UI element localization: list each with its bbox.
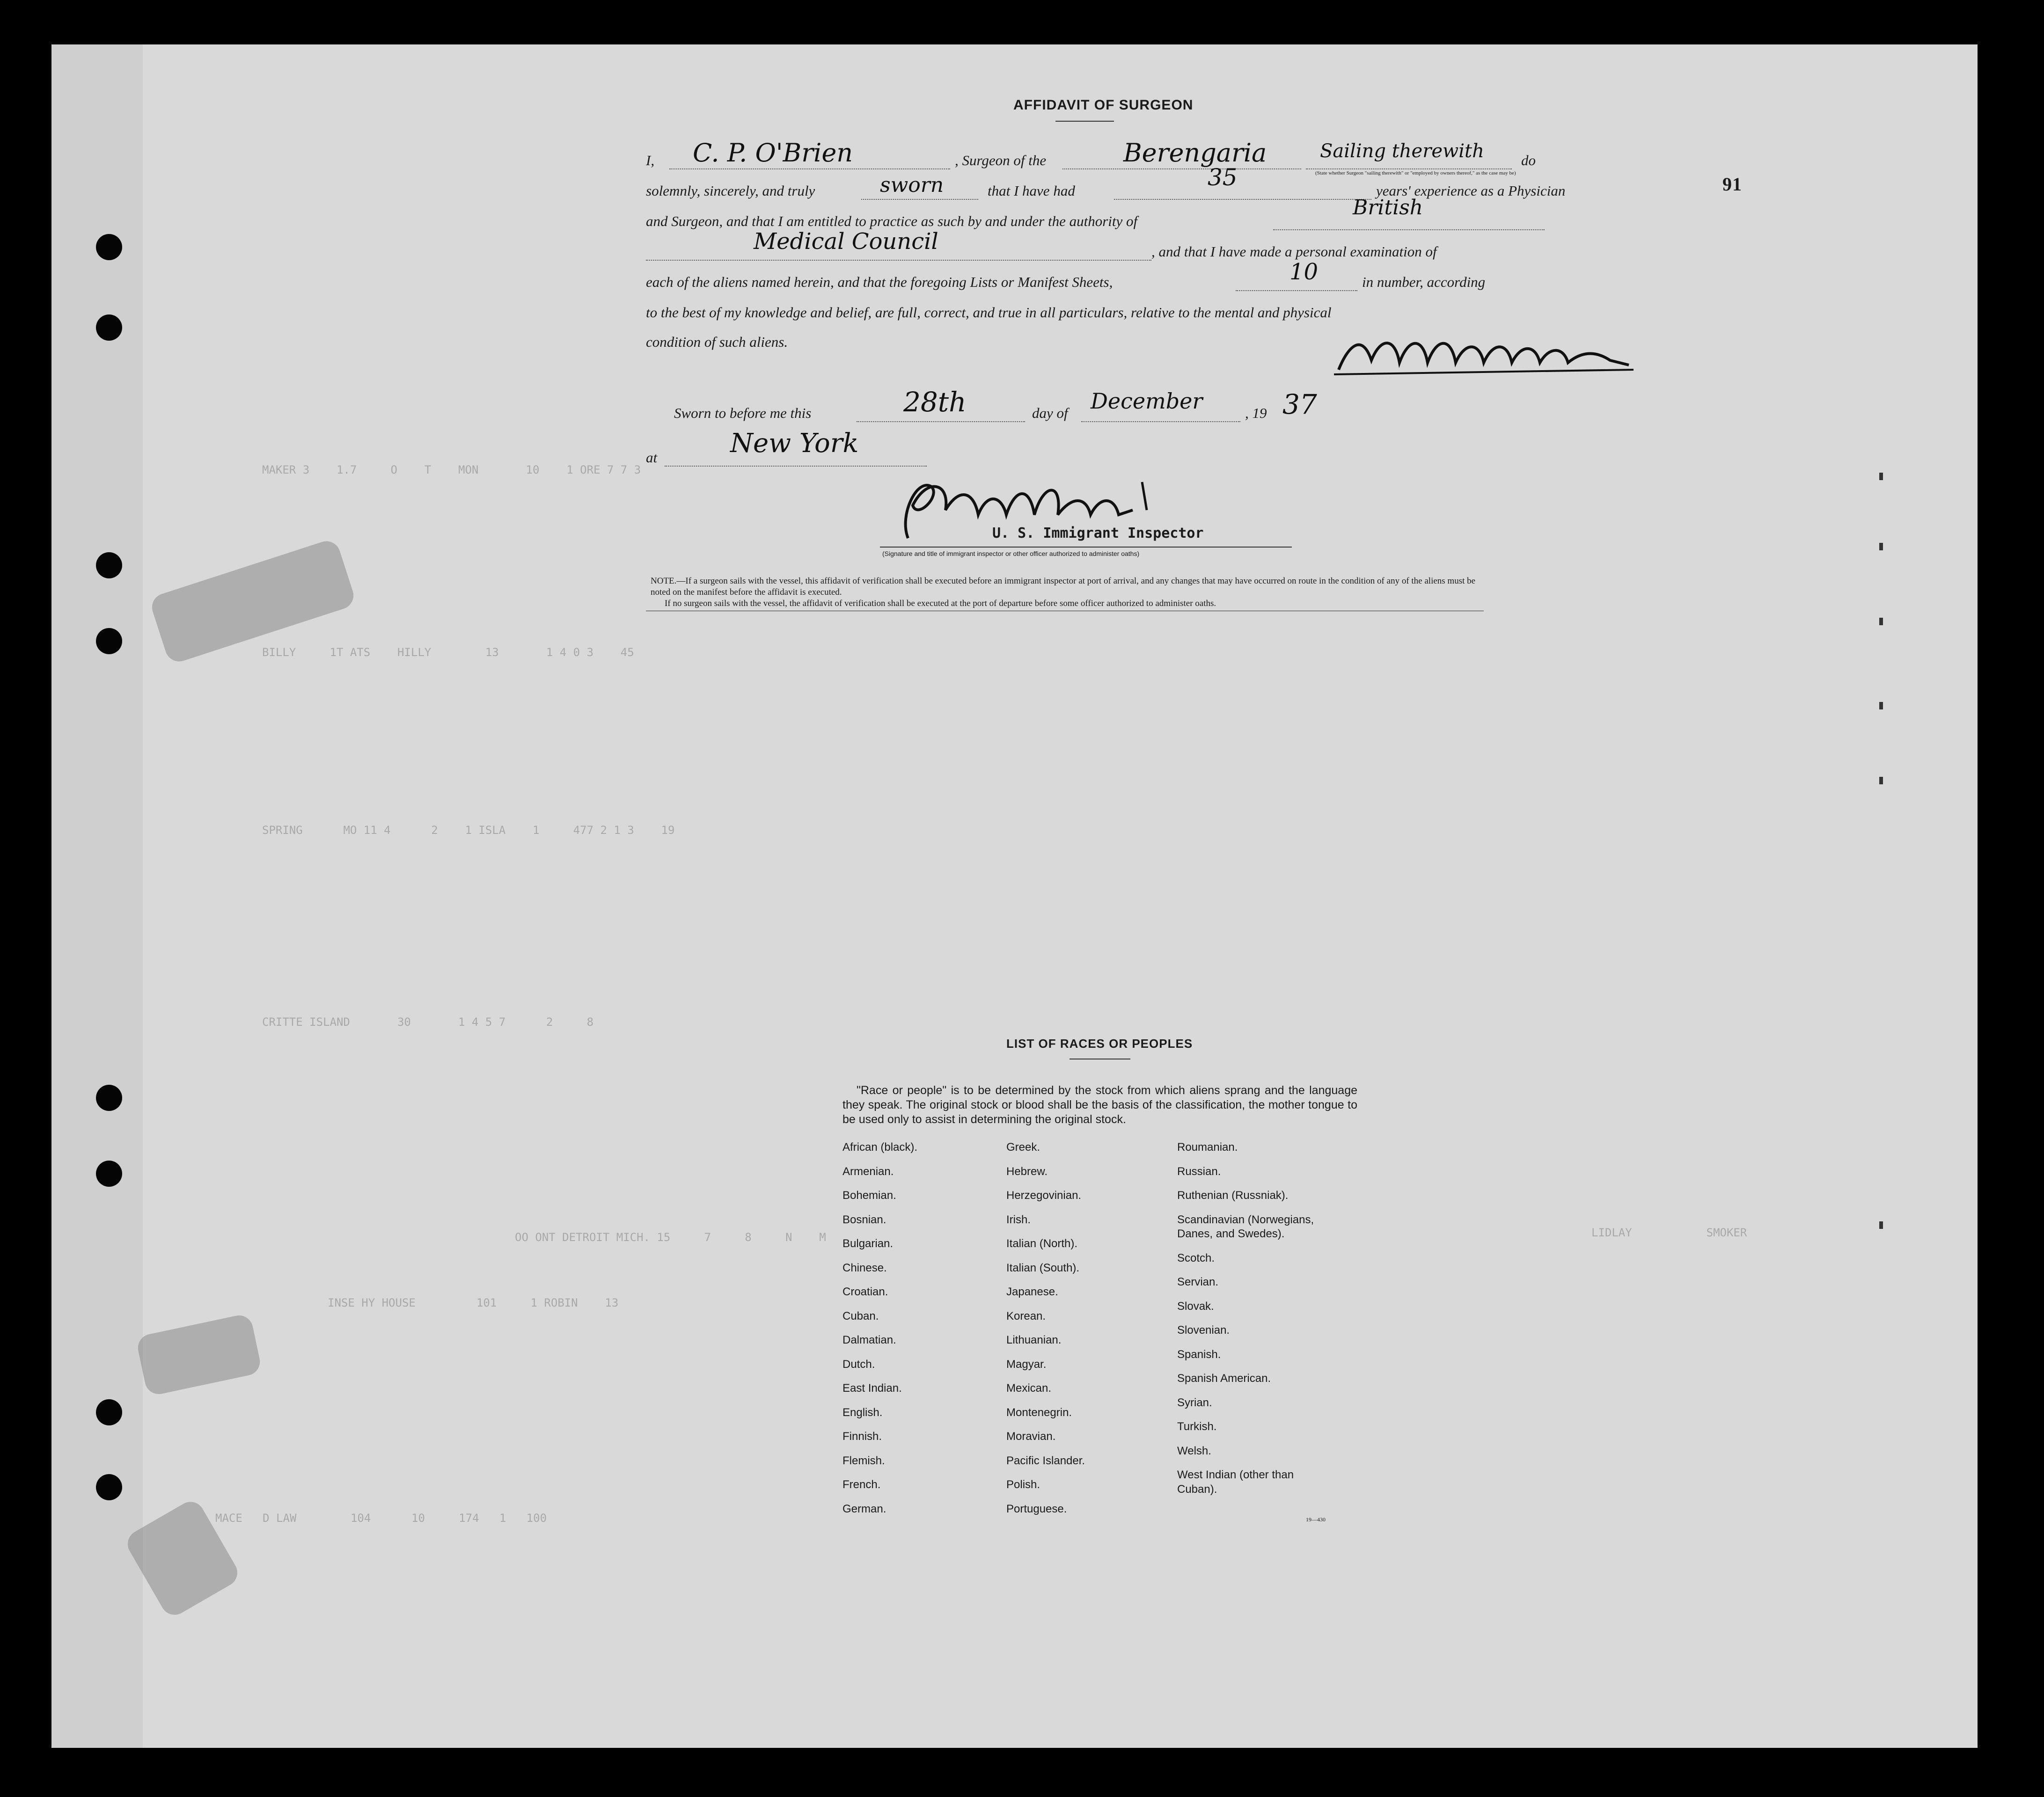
number-text: in number, according	[1362, 274, 1486, 290]
dotted-line	[669, 168, 950, 169]
race-entry: Spanish.	[1177, 1348, 1221, 1361]
race-entry: Bulgarian.	[843, 1237, 894, 1250]
dotted-line	[1114, 199, 1371, 200]
solemnly-text: solemnly, sincerely, and truly	[646, 183, 815, 199]
race-entry: Greek.	[1006, 1141, 1040, 1154]
dotted-line	[1236, 290, 1357, 291]
authority-country: British	[1353, 196, 1423, 219]
race-entry: Flemish.	[843, 1454, 885, 1467]
inspector-caption: (Signature and title of immigrant inspector or other officer authorized to administer oaths)	[882, 550, 1140, 557]
race-entry: Italian (North).	[1006, 1237, 1078, 1250]
signature-rule	[880, 547, 1292, 548]
sailing-status: Sailing therewith	[1320, 140, 1484, 162]
race-entry: Finnish.	[843, 1430, 882, 1443]
binder-hole	[96, 1399, 122, 1425]
race-entry: Herzegovinian.	[1006, 1189, 1082, 1202]
race-entry: French.	[843, 1478, 881, 1491]
race-entry: Welsh.	[1177, 1444, 1211, 1457]
race-entry: Moravian.	[1006, 1430, 1056, 1443]
sworn-month: December	[1091, 388, 1203, 414]
note-label: NOTE.	[651, 576, 677, 586]
dotted-line	[1273, 229, 1545, 230]
race-entry: German.	[843, 1502, 886, 1515]
race-entry: Chinese.	[843, 1261, 887, 1274]
race-entry: Scotch.	[1177, 1251, 1215, 1264]
binder-hole	[96, 1474, 122, 1500]
race-entry: Italian (South).	[1006, 1261, 1080, 1274]
authority-text: and Surgeon, and that I am entitled to practice as such by and under the authority of	[646, 213, 1138, 229]
binder-hole	[96, 1161, 122, 1187]
sailing-caption: (State whether Surgeon "sailing therewith" or "employed by owners thereof," as the case may be)	[1315, 170, 1516, 176]
affidavit-i: I,	[646, 152, 655, 168]
sworn-place: New York	[730, 428, 859, 459]
race-entry: Dutch.	[843, 1358, 875, 1371]
dotted-line	[857, 421, 1025, 422]
binder-hole	[96, 628, 122, 654]
belief-text: to the best of my knowledge and belief, are full, correct, and true in all particulars, relative to the mental and physical	[646, 304, 1332, 321]
races-title: LIST OF RACES OR PEOPLES	[1006, 1037, 1193, 1051]
race-entry: Roumanian.	[1177, 1141, 1238, 1154]
had-text: that I have had	[988, 183, 1075, 199]
race-entry: Cuban).	[1177, 1483, 1217, 1496]
note-text: —If a surgeon sails with the vessel, this affidavit of verification shall be executed before an immigrant inspector at port of arrival, and any changes that may have occurred on route in the condition of any of the aliens must be noted on the manifest before the affidavit is executed.	[651, 576, 1476, 597]
manifest-text: each of the aliens named herein, and that the foregoing Lists or Manifest Sheets,	[646, 274, 1113, 290]
affidavit-note	[651, 576, 1484, 609]
race-entry: Japanese.	[1006, 1286, 1058, 1298]
day-of-text: day of	[1032, 405, 1068, 421]
surgeon-signature	[1329, 318, 1638, 379]
at-text: at	[646, 449, 658, 466]
manifest-page	[143, 44, 1978, 1748]
sworn-text: Sworn to before me this	[674, 405, 812, 421]
race-entry: Pacific Islander.	[1006, 1454, 1085, 1467]
dotted-line	[665, 466, 927, 467]
page-number: 91	[1722, 174, 1742, 195]
race-entry: Korean.	[1006, 1309, 1046, 1322]
dotted-line	[646, 260, 1151, 261]
race-entry: English.	[843, 1406, 883, 1419]
race-entry: Bohemian.	[843, 1189, 896, 1202]
race-entry: Portuguese.	[1006, 1502, 1067, 1515]
race-entry: Polish.	[1006, 1478, 1040, 1491]
surgeon-of-label: , Surgeon of the	[955, 152, 1047, 168]
binder-hole	[96, 234, 122, 260]
race-entry: Dalmatian.	[843, 1334, 896, 1346]
do-word: do	[1521, 152, 1536, 168]
ship-name: Berengaria	[1123, 138, 1267, 168]
race-entry: Hebrew.	[1006, 1165, 1048, 1178]
race-entry: Cuban.	[843, 1309, 879, 1322]
examination-text: , and that I have made a personal examination of	[1151, 243, 1437, 260]
sworn-year: 37	[1282, 388, 1317, 420]
binder-hole	[96, 552, 122, 578]
race-entry: Syrian.	[1177, 1396, 1212, 1409]
race-entry: Turkish.	[1177, 1420, 1217, 1433]
form-code: 19—430	[1306, 1516, 1326, 1523]
race-entry: Danes, and Swedes).	[1177, 1227, 1285, 1241]
dotted-line	[861, 199, 978, 200]
race-entry: Slovenian.	[1177, 1324, 1230, 1337]
years-value: 35	[1208, 164, 1238, 191]
race-entry: Croatian.	[843, 1286, 888, 1298]
inspector-title: U. S. Immigrant Inspector	[992, 525, 1204, 541]
race-entry: Servian.	[1177, 1276, 1219, 1289]
race-entry: West Indian (other than	[1177, 1468, 1294, 1482]
years-text: years' experience as a Physician	[1376, 183, 1566, 199]
note-text-2: If no surgeon sails with the vessel, the affidavit of verification shall be executed at the port of departure before some officer authorized to administer oaths.	[665, 599, 1216, 608]
race-entry: East Indian.	[843, 1382, 902, 1395]
oath-word: sworn	[880, 173, 944, 197]
sworn-day: 28th	[903, 386, 967, 418]
race-entry: Slovak.	[1177, 1300, 1214, 1313]
sheet-count: 10	[1289, 259, 1319, 285]
race-entry: African (black).	[843, 1141, 918, 1154]
race-entry: Montenegrin.	[1006, 1406, 1072, 1419]
authority-body: Medical Council	[754, 228, 938, 255]
title-rule	[1055, 121, 1114, 122]
race-entry: Lithuanian.	[1006, 1334, 1062, 1346]
dotted-line	[1062, 168, 1301, 169]
race-entry: Irish.	[1006, 1213, 1031, 1226]
race-entry: Ruthenian (Russniak).	[1177, 1189, 1289, 1202]
races-intro: "Race or people" is to be determined by the stock from which aliens sprang and the language they speak. The original stock or blood shall be the basis of the classification, the mother tongue to be used only to assist in determining the original stock.	[843, 1084, 1357, 1126]
race-entry: Magyar.	[1006, 1358, 1047, 1371]
surgeon-name: C. P. O'Brien	[693, 138, 853, 168]
dotted-line	[1081, 421, 1240, 422]
binder-hole	[96, 1085, 122, 1111]
dotted-line	[1306, 168, 1512, 169]
race-entry: Armenian.	[843, 1165, 894, 1178]
race-entry: Scandinavian (Norwegians,	[1177, 1213, 1314, 1226]
race-entry: Russian.	[1177, 1165, 1221, 1178]
condition-text: condition of such aliens.	[646, 334, 788, 350]
year-prefix: , 19	[1245, 405, 1267, 421]
race-entry: Bosnian.	[843, 1213, 886, 1226]
race-entry: Spanish American.	[1177, 1372, 1271, 1385]
affidavit-title: AFFIDAVIT OF SURGEON	[1013, 97, 1194, 113]
race-entry: Mexican.	[1006, 1382, 1052, 1395]
binder-hole	[96, 314, 122, 341]
